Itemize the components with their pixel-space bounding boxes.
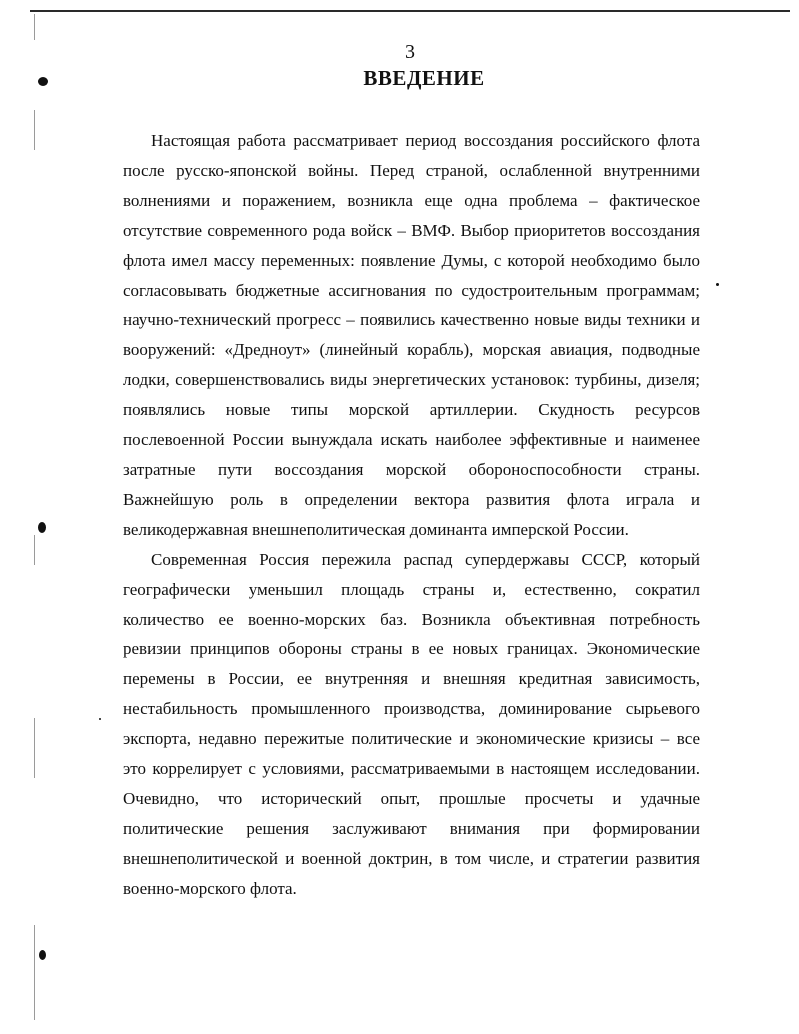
- scan-left-edge-line: [34, 14, 35, 40]
- scan-top-border: [30, 10, 790, 12]
- page-title: ВВЕДЕНИЕ: [363, 66, 485, 90]
- scan-left-edge-line: [34, 535, 35, 565]
- scan-left-edge-line: [34, 718, 35, 778]
- scan-speck: [38, 522, 46, 533]
- paragraph: Современная Россия пережила распад супердержавы СССР, который географически уменьшил площадь страны и, естественно, сократил количество ее военно-морских баз. Возникла объективная потребность ревизии принципов обороны страны в ее новых границах. Экономические перемены в России, ее внутренняя и внешняя кредитная зависимость, нестабильность промышленного производства, доминирование сырьевого экспорта, недавно пережитые политические и экономические кризисы – все это коррелирует с условиями, рассматриваемыми в настоящем исследовании. Очевидно, что исторический опыт, прошлые просчеты и удачные политические решения заслуживают внимания при формировании внешнеполитической и военной доктрин, в том числе, и стратегии развития военно-морского флота.: [123, 549, 700, 898]
- paragraph: Настоящая работа рассматривает период воссоздания российского флота после русско-японской войны. Перед страной, ослабленной внутренними волнениями и поражением, возникла еще одна проблема – фактическое отсутствие современного рода войск – ВМФ. Выбор приоритетов воссоздания флота имел массу переменных: появление Думы, с которой необходимо было согласовывать бюджетные ассигнования по судостроительным программам; научно-технический прогресс – появились качественно новые виды техники и вооружений: «Дредноут» (линейный корабль), морская авиация, подводные лодки, совершенствовались виды энергетических установок: турбины, дизеля; появлялись новые типы морской артиллерии. Скудность ресурсов послевоенной России вынуждала искать наиболее эффективные и наименее затратные пути воссоздания морской обороноспособности страны. Важнейшую роль в определении вектора развития флота играла и великодержавная внешнеполитическая доминанта имперской России.: [123, 131, 700, 539]
- page-number: 3: [405, 41, 415, 63]
- scan-speck: [716, 283, 719, 286]
- scan-speck: [99, 718, 101, 720]
- body-text: [123, 126, 700, 904]
- scan-left-edge-line: [34, 925, 35, 1020]
- scan-left-edge-line: [34, 110, 35, 150]
- scan-speck: [39, 950, 46, 960]
